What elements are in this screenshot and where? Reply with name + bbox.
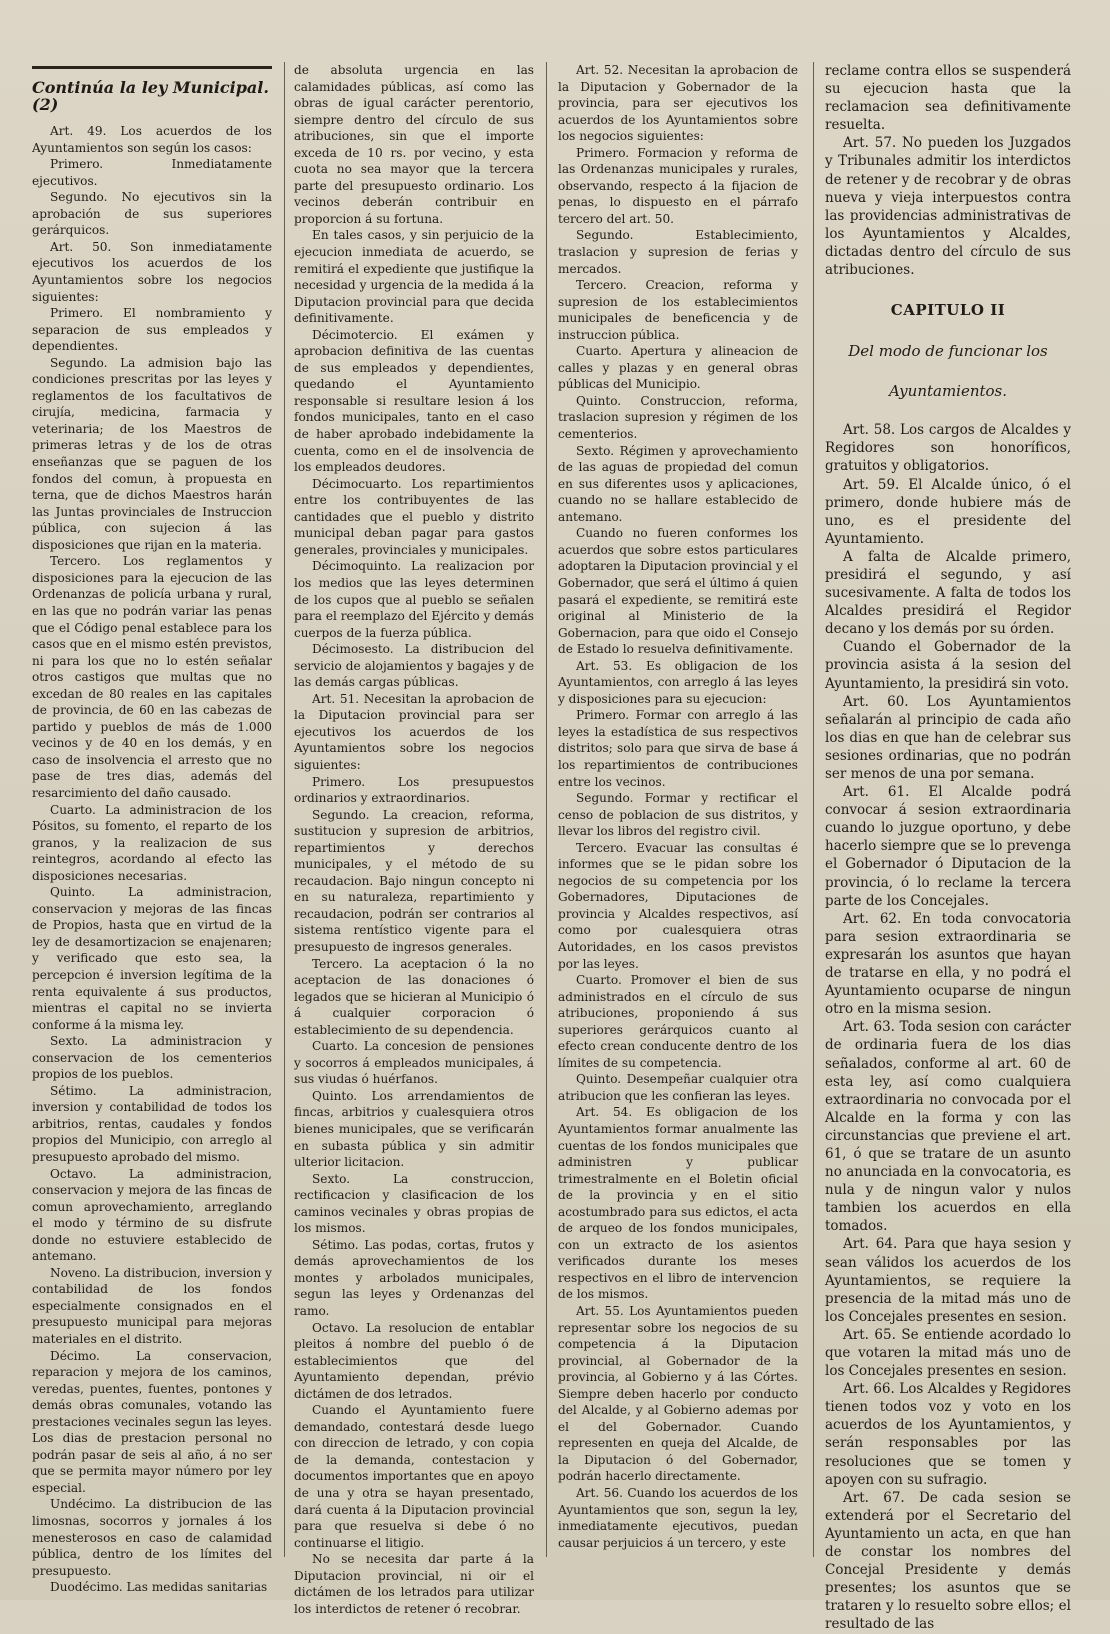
paragraph: Cuarto. Apertura y alineacion de calles y plazas y en general obras públicas del Municipio. — [558, 344, 798, 392]
paragraph: Octavo. La resolucion de entablar pleitos á nombre del pueblo ó de establecimientos que del Ayuntamiento dependan, prévio dictámen de dos letrados. — [294, 1320, 534, 1401]
paragraph: Primero. Formacion y reforma de las Ordenanzas municipales y rurales, observando, respecto á la fijacion de penas, lo dispuesto en el párrafo tercero del art. 50. — [558, 145, 798, 226]
paragraph: Décimocuarto. Los repartimientos entre los contribuyentes de las cantidades que el pueblo y distrito municipal deban pagar para gastos generales, provinciales y municipales. — [294, 476, 534, 557]
paragraph: Quinto. Construccion, reforma, traslacion supresion y régimen de los cementerios. — [558, 393, 798, 442]
column-4-body — [825, 421, 1071, 1633]
column-1 — [32, 66, 272, 1595]
paragraph: Quinto. Los arrendamientos de fincas, arbitrios y cualesquiera otros bienes municipales, que se verificarán en subasta pública y sin admitir ulterior licitacion. — [294, 1088, 534, 1170]
paragraph: Art. 52. Necesitan la aprobacion de la Diputacion y Gobernador de la provincia, para ser ejecutivos los acuerdos de los Ayuntamientos sobre los negocios siguientes: — [558, 63, 798, 144]
paragraph: Quinto. La administracion, conservacion y mejoras de las fincas de Propios, hasta que en virtud de la ley de desamortizacion se enajenaren; y verificado que esto sea, la percepcion é inversion legítima de la renta equivalente á sus productos, mientras el capital no se invierta conforme á la misma ley. — [32, 885, 272, 1032]
paragraph: Décimoquinto. La realizacion por los medios que las leyes determinen de los cupos que al pueblo se señalen para el reemplazo del Ejército y demás cuerpos de la fuerza pública. — [294, 559, 534, 640]
paragraph: Tercero. Evacuar las consultas é informes que se le pidan sobre los negocios de su competencia por los Gobernadores, Diputaciones de provincia y Alcaldes respectivos, así como por cualesquiera otras Autoridades, en los casos previstos por las leyes. — [558, 840, 798, 971]
paragraph: Art. 54. Es obligacion de los Ayuntamientos formar anualmente las cuentas de los fondos municipales que administren y publicar trimestralmente en el Boletin oficial de la provincia y en el sitio acostumbrado para sus edictos, el acta de arqueo de los fondos municipales, con un extracto de los asientos verificados durante los meses respectivos en el libro de intervencion de los mismos. — [558, 1105, 798, 1302]
paragraph: Art. 66. Los Alcaldes y Regidores tienen todos voz y voto en los acuerdos de los Ayuntamientos, y serán responsables por las resoluciones que se tomen y apoyen con su sufragio. — [825, 1381, 1071, 1488]
paragraph: Art. 50. Son inmediatamente ejecutivos los acuerdos de los Ayuntamientos sobre los negocios siguientes: — [32, 239, 272, 304]
paragraph: Octavo. La administracion, conservacion y mejora de las fincas de comun aprovechamiento, arreglando el modo y término de su disfrute donde no estuviere establecido de antemano. — [32, 1166, 272, 1264]
paragraph: Tercero. La aceptacion ó la no aceptacion de las donaciones ó legados que se hicieran al Municipio ó á cualquier corporacion ó establecimiento de su dependencia. — [294, 956, 534, 1037]
paragraph: Duodécimo. Las medidas sanitarias — [50, 1580, 268, 1595]
chapter-title: CAPITULO II — [890, 301, 1006, 320]
column-divider — [813, 62, 814, 1557]
paragraph: Art. 67. De cada sesion se extenderá por el Secretario del Ayuntamiento un acta, en que han de constar los nombres del Concejal Presidente y demás presentes; los asuntos que se trataren y lo resuelto sobre ellos; el resultado de las — [825, 1489, 1071, 1633]
paragraph: No se necesita dar parte á la Diputacion provincial, ni oir el dictámen de los letrados para utilizar los interdictos de retener ó recobrar. — [294, 1552, 534, 1616]
paragraph: Art. 58. Los cargos de Alcaldes y Regidores son honoríficos, gratuitos y obligatorios. — [825, 422, 1071, 475]
column-2 — [294, 62, 534, 1616]
paragraph: Sexto. Régimen y aprovechamiento de las aguas de propiedad del comun en sus diferentes usos y aplicaciones, cuando no se hallare establecido de antemano. — [558, 443, 798, 524]
paragraph: Primero. Formar con arreglo á las leyes la estadística de sus respectivos distritos; solo para que sirva de base á los repartimientos de contribuciones entre los vecinos. — [558, 708, 798, 789]
section-title: Continúa la ley Municipal. (2) — [32, 78, 269, 114]
paragraph: Tercero. Los reglamentos y disposiciones para la ejecucion de las Ordenanzas de policía urbana y rural, en las que no podrán variar las penas que el Código penal establece para los casos que en el mismo estén previstos, ni para los que no lo estén señalar otros castigos que multas que no excedan de 80 reales en las capitales de provincia, de 60 en las cabezas de partido y pueblos de más de 1.000 vecinos y de 40 en los demás, y en caso de insolvencia el arresto que no pase de tres dias, además del resarcimiento del daño causado. — [32, 554, 272, 800]
paragraph: Primero. Los presupuestos ordinarios y extraordinarios. — [294, 774, 534, 806]
paragraph: Décimo. La conservacion, reparacion y mejora de los caminos, veredas, puentes, fuentes, pontones y demás obras comunales, votando las prestaciones vecinales segun las leyes. Los dias de prestacion personal no podrán pasar de seis al año, á no ser que se permita mayor número por ley especial. — [32, 1348, 272, 1495]
paragraph: Segundo. Establecimiento, traslacion y supresion de ferias y mercados. — [558, 228, 798, 276]
paragraph: Cuando el Gobernador de la provincia asista á la sesion del Ayuntamiento, la presidirá sin voto. — [825, 639, 1071, 692]
paragraph: Sexto. La construccion, rectificacion y clasificacion de los caminos vecinales y obras propias de los mismos. — [294, 1171, 534, 1236]
paragraph: Sétimo. La administracion, inversion y contabilidad de todos los arbitrios, rentas, caudales y fondos propios del Municipio, con arreglo al presupuesto aprobado del mismo. — [32, 1083, 272, 1164]
paragraph: Art. 61. El Alcalde podrá convocar á sesion extraordinaria cuando lo juzgue oportuno, y debe hacerlo siempre que se lo prevenga el Gobernador ó Diputacion de la provincia, ó lo reclame la tercera parte de los Concejales. — [825, 784, 1071, 909]
paragraph: Art. 56. Cuando los acuerdos de los Ayuntamientos que son, segun la ley, inmediatamente ejecutivos, puedan causar perjuicios á un tercero, y este — [558, 1486, 798, 1550]
paragraph: Art. 62. En toda convocatoria para sesion extraordinaria se expresarán los asuntos que hayan de tratarse en ella, y no podrá el Ayuntamiento ocuparse de ningun otro en la misma sesion. — [825, 910, 1071, 1018]
paragraph: Art. 55. Los Ayuntamientos pueden representar sobre los negocios de su competencia á la Diputacion provincial, al Gobernador de la provincia, al Gobierno y á las Córtes. Siempre deben hacerlo por conducto del Alcalde, y al Gobierno ademas por el del Gobernador. Cuando representen en queja del Alcalde, de la Diputacion ó del Gobernador, podrán hacerlo directamente. — [558, 1304, 798, 1484]
paragraph: Segundo. Formar y rectificar el censo de poblacion de sus distritos, y llevar los libros del registro civil. — [558, 791, 798, 839]
paragraph: Primero. Inmediatamente ejecutivos. — [32, 157, 272, 188]
paragraph: Cuarto. Promover el bien de sus administrados en el círculo de sus atribuciones, proponiendo á sus superiores gerárquicos cuanto al efecto crean conducente dentro de los límites de su competencia. — [558, 973, 798, 1070]
paragraph: Art. 57. No pueden los Juzgados y Tribunales admitir los interdictos de retener y de recobrar y de obras nueva y vieja interpuestos contra las providencias administrativas de los Ayuntamientos y Alcaldes, dictadas dentro del círculo de sus atribuciones. — [825, 135, 1071, 279]
paragraph: Sexto. La administracion y conservacion de los cementerios propios de los pueblos. — [32, 1034, 272, 1082]
paragraph: Art. 49. Los acuerdos de los Ayuntamientos son según los casos: — [32, 124, 272, 155]
paragraph: Art. 53. Es obligacion de los Ayuntamientos, con arreglo á las leyes y disposiciones para su ejecucion: — [558, 658, 798, 706]
column-divider — [284, 62, 285, 1557]
paragraph: Primero. El nombramiento y separacion de sus empleados y dependientes. — [32, 306, 272, 354]
paragraph: Quinto. Desempeñar cualquier otra atribucion que les confieran las leyes. — [558, 1072, 798, 1103]
paragraph: Art. 65. Se entiende acordado lo que votaren la mitad más uno de los Concejales presentes en sesion. — [825, 1326, 1071, 1380]
paragraph: Décimotercio. El exámen y aprobacion definitiva de las cuentas de sus empleados y dependientes, quedando el Ayuntamiento responsable si resultare lesion á los fondos municipales, tanto en el caso de haber aprobado indebidamente la cuenta, como en el de insolvencia de los empleados deudores. — [294, 327, 534, 475]
paragraph: Art. 60. Los Ayuntamientos señalarán al principio de cada año los dias en que han de celebrar sus sesiones ordinarias, que no podrán ser menos de una por semana. — [825, 693, 1071, 782]
paragraph: Art. 63. Toda sesion con carácter de ordinaria fuera de los dias señalados, conforme al art. 60 de esta ley, así como cualquiera extraordinaria no convocada por el Alcalde en la forma y con las circunstancias que previene el art. 61, ó que se tratare de un asunto no anunciada en la convocatoria, es nula y de ningun valor y nulos tambien los acuerdos en ella tomados. — [825, 1019, 1071, 1235]
column-3-body — [558, 62, 798, 1551]
paragraph: Segundo. La creacion, reforma, sustitucion y supresion de arbitrios, repartimientos y derechos municipales, y el método de su recaudacion. Bajo ningun concepto ni en su naturaleza, repartimiento y recaudacion, podrán ser contrarios al sistema rentístico vigente para el presupuesto de ingresos generales. — [294, 807, 534, 954]
paragraph: En tales casos, y sin perjuicio de la ejecucion inmediata de acuerdo, se remitirá el expediente que justifique la necesidad y urgencia de la medida á la Diputacion provincial para que decida definitivamente. — [294, 228, 534, 326]
paragraph: Segundo. La admision bajo las condiciones prescritas por las leyes y reglamentos de los facultativos de cirujía, medicina, farmacia y veterinaria; de los Maestros de primeras letras y de los de otras enseñanzas que se paguen de los fondos del comun, à propuesta en terna, que de dichos Maestros harán las Juntas provinciales de Instruccion pública, con sujecion á las disposiciones que rijan en la materia. — [32, 355, 272, 552]
column-2-body — [294, 62, 534, 1617]
paragraph: Undécimo. La distribucion de las limosnas, socorros y jornales á los menesterosos en caso de calamidad pública, dentro de los límites del presupuesto. — [32, 1497, 272, 1578]
paragraph: Cuarto. La concesion de pensiones y socorros á empleados municipales, á sus viudas ó huérfanos. — [294, 1039, 534, 1087]
paragraph: Tercero. Creacion, reforma y supresion de los establecimientos municipales de beneficencia y de instruccion pública. — [558, 278, 798, 342]
paragraph: Segundo. No ejecutivos sin la aprobación de sus superiores gerárquicos. — [32, 190, 272, 238]
paragraph: Art. 51. Necesitan la aprobacion de la Diputacion provincial para ser ejecutivos los acuerdos de los Ayuntamientos sobre los negocios siguientes: — [294, 691, 534, 772]
chapter-subtitle: Del modo de funcionar los Ayuntamientos. — [848, 342, 1048, 401]
column-divider — [546, 62, 547, 1557]
paragraph: de absoluta urgencia en las calamidades públicas, así como las obras de igual carácter perentorio, siempre dentro del círculo de sus atribuciones, sin que el importe exceda de 10 rs. por vecino, y esta cuota no sea mayor que la tercera parte del presupuesto ordinario. Los vecinos deberán contribuir en proporcion á su fortuna. — [294, 63, 534, 226]
paragraph: reclame contra ellos se suspenderá su ejecucion hasta que la reclamacion sea definitivamente resuelta. — [825, 63, 1071, 134]
paragraph: Décimosesto. La distribucion del servicio de alojamientos y bagajes y de las demás cargas públicas. — [294, 642, 534, 690]
paragraph: Art. 59. El Alcalde único, ó el primero, donde hubiere más de uno, es el presidente del Ayuntamiento. — [825, 476, 1071, 547]
column-3 — [558, 62, 798, 1562]
paragraph: Noveno. La distribucion, inversion y contabilidad de los fondos especialmente consignados en el presupuesto municipal para mejoras materiales en el distrito. — [32, 1265, 272, 1347]
paragraph: Art. 64. Para que haya sesion y sean válidos los acuerdos de los Ayuntamientos, se requiere la presencia de la mitad más uno de los Concejales presentes en sesion. — [825, 1236, 1071, 1325]
paragraph: Cuando el Ayuntamiento fuere demandado, contestará desde luego con direccion de letrado, y con copia de la demanda, contestacion y documentos importantes que en apoyo de una y otra se hayan presentado, dará cuenta á la Diputacion provincial para que resuelva si debe ó no continuarse el litigio. — [294, 1403, 534, 1550]
paragraph: Sétimo. Las podas, cortas, frutos y demás aprovechamientos de los montes y arbolados municipales, segun las leyes y Ordenanzas del ramo. — [294, 1237, 534, 1319]
column-4 — [825, 62, 1071, 1633]
paragraph: Cuando no fueren conformes los acuerdos que sobre estos particulares adoptaren la Diputacion provincial y el Gobernador, que será el último á quien pasará el expediente, se remitirá este original al Ministerio de la Gobernacion, para que oido el Consejo de Estado lo resuelva definitivamente. — [558, 526, 798, 657]
paragraph: A falta de Alcalde primero, presidirá el segundo, y así sucesivamente. A falta de todos los Alcaldes presidirá el Regidor decano y los demás por su órden. — [825, 548, 1071, 638]
column-1-body — [32, 123, 272, 1596]
paragraph: Cuarto. La administracion de los Pósitos, su fomento, el reparto de los granos, y la realizacion de sus reintegros, acordando al efecto las disposiciones necesarias. — [32, 802, 272, 883]
